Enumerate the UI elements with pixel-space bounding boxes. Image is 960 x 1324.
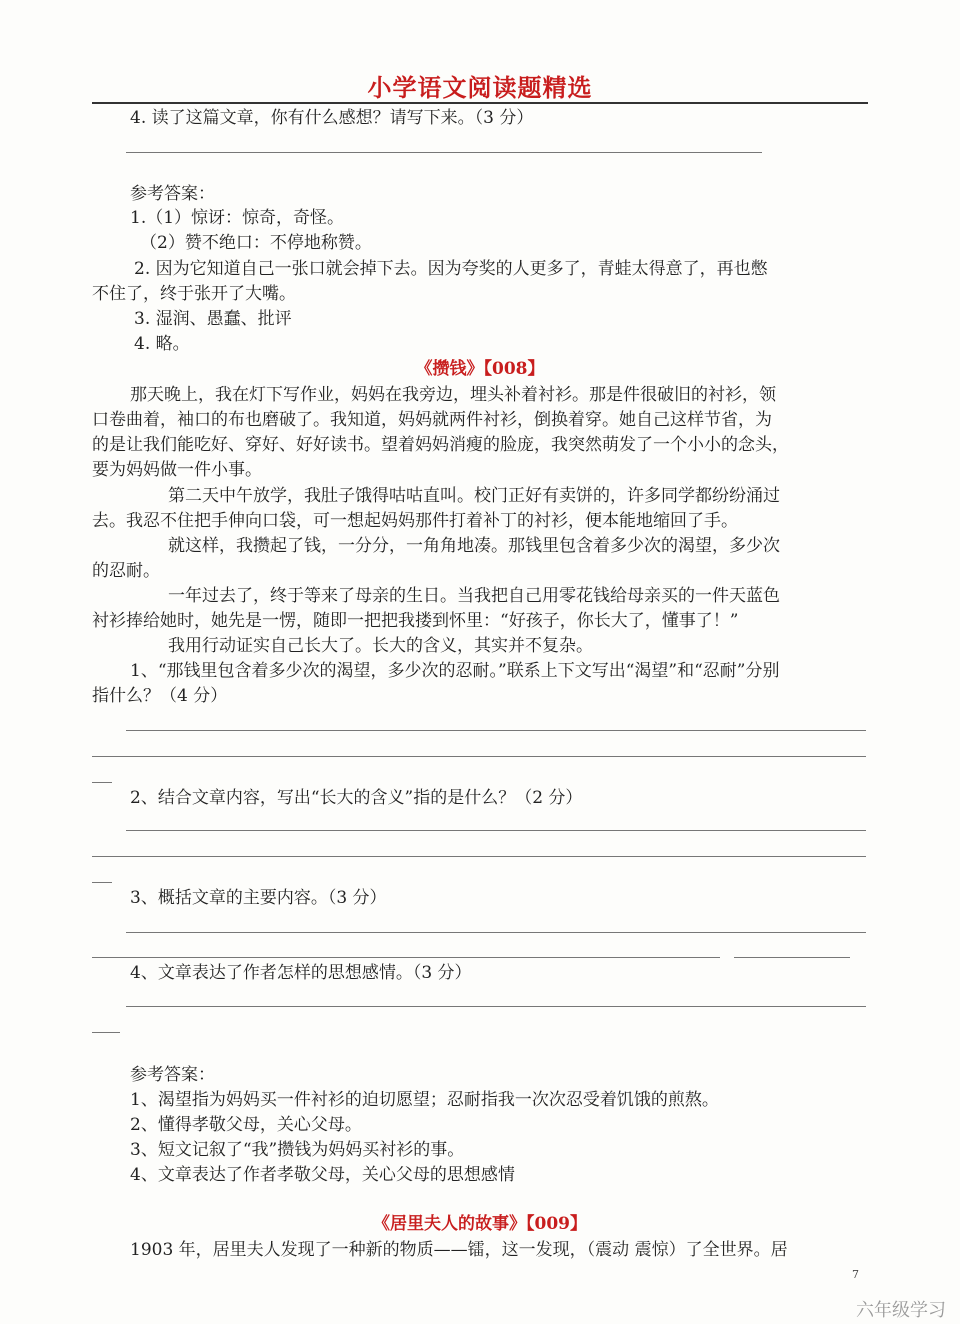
story1-question-1-line1: 1、“那钱里包含着多少次的渴望，多少次的忍耐。”联系上下文写出“渴望”和“忍耐”分别 bbox=[130, 661, 780, 681]
story1-p2-line2: 去。我忍不住把手伸向口袋，可一想起妈妈那件打着补丁的衬衫，便本能地缩回了手。 bbox=[92, 511, 738, 531]
top-answer-4: 4. 略。 bbox=[134, 334, 190, 354]
story1-title: 《攒钱》【008】 bbox=[415, 359, 545, 379]
story1-question-4: 4、文章表达了作者怎样的思想感情。（3 分） bbox=[130, 963, 472, 983]
page-number: 7 bbox=[852, 1268, 859, 1281]
header-rule bbox=[92, 102, 868, 104]
story1-question-1-line2: 指什么？（4 分） bbox=[92, 686, 228, 706]
top-answer-3: 3. 湿润、愚蠢、批评 bbox=[134, 309, 292, 329]
answer-blank[interactable] bbox=[126, 932, 866, 933]
header-title: 小学语文阅读题精选 bbox=[367, 74, 593, 102]
story1-answer-2: 2、懂得孝敬父母，关心父母。 bbox=[130, 1115, 362, 1135]
story1-p4-line2: 衬衫捧给她时，她先是一愣，随即一把把我搂到怀里：“好孩子，你长大了，懂事了！” bbox=[92, 611, 739, 631]
story1-p1-line3: 的是让我们能吃好、穿好、好好读书。望着妈妈消瘦的脸庞，我突然萌发了一个小小的念头， bbox=[92, 435, 789, 455]
story1-p4-line1: 一年过去了，终于等来了母亲的生日。当我把自己用零花钱给母亲买的一件天蓝色 bbox=[168, 586, 780, 606]
top-question-4: 4. 读了这篇文章，你有什么感想？请写下来。（3 分） bbox=[130, 108, 534, 128]
story1-p1-line4: 要为妈妈做一件小事。 bbox=[92, 460, 262, 480]
top-answer-1b: （2）赞不绝口：不停地称赞。 bbox=[140, 233, 372, 253]
top-answer-1: 1.（1）惊讶：惊奇，奇怪。 bbox=[130, 208, 345, 228]
story1-answer-1: 1、渴望指为妈妈买一件衬衫的迫切愿望；忍耐指我一次次忍受着饥饿的煎熬。 bbox=[130, 1090, 719, 1110]
answer-blank[interactable] bbox=[92, 957, 720, 958]
answer-blank[interactable] bbox=[126, 1006, 866, 1007]
answer-blank[interactable] bbox=[126, 830, 866, 831]
top-answer-2-line1: 2. 因为它知道自己一张口就会掉下去。因为夸奖的人更多了，青蛙太得意了，再也憋 bbox=[134, 259, 768, 279]
answer-blank[interactable] bbox=[92, 782, 112, 783]
answer-blank[interactable] bbox=[92, 882, 112, 883]
story2-p1-line1: 1903 年，居里夫人发现了一种新的物质——镭，这一发现，（震动 震惊）了全世界。居 bbox=[130, 1240, 788, 1260]
answer-blank[interactable] bbox=[126, 152, 762, 153]
answer-blank[interactable] bbox=[92, 1032, 120, 1033]
story1-p2-line1: 第二天中午放学，我肚子饿得咕咕直叫。校门正好有卖饼的，许多同学都纷纷涌过 bbox=[168, 486, 780, 506]
story1-question-2: 2、结合文章内容，写出“长大的含义”指的是什么？（2 分） bbox=[130, 788, 583, 808]
story2-title: 《居里夫人的故事》【009】 bbox=[373, 1214, 587, 1234]
answer-blank[interactable] bbox=[92, 856, 866, 857]
story1-answer-3: 3、短文记叙了“我”攒钱为妈妈买衬衫的事。 bbox=[130, 1140, 465, 1160]
answer-blank[interactable] bbox=[126, 730, 866, 731]
story1-answer-4: 4、文章表达了作者孝敬父母，关心父母的思想感情 bbox=[130, 1165, 515, 1185]
answer-blank[interactable] bbox=[92, 756, 866, 757]
story1-p5: 我用行动证实自己长大了。长大的含义，其实并不复杂。 bbox=[168, 636, 593, 656]
answer-blank[interactable] bbox=[734, 957, 850, 958]
story1-ref-title: 参考答案： bbox=[130, 1065, 215, 1085]
watermark: 六年级学习 bbox=[856, 1300, 946, 1321]
story1-p3-line2: 的忍耐。 bbox=[92, 561, 160, 581]
story1-p1-line1: 那天晚上，我在灯下写作业，妈妈在我旁边，埋头补着衬衫。那是件很破旧的衬衫，领 bbox=[130, 385, 776, 405]
top-ref-title: 参考答案： bbox=[130, 184, 215, 204]
story1-p1-line2: 口卷曲着，袖口的布也磨破了。我知道，妈妈就两件衬衫，倒换着穿。她自己这样节省，为 bbox=[92, 410, 772, 430]
top-answer-2-line2: 不住了，终于张开了大嘴。 bbox=[92, 284, 296, 304]
story1-p3-line1: 就这样，我攒起了钱，一分分，一角角地凑。那钱里包含着多少次的渴望，多少次 bbox=[168, 536, 780, 556]
story1-question-3: 3、概括文章的主要内容。（3 分） bbox=[130, 888, 387, 908]
